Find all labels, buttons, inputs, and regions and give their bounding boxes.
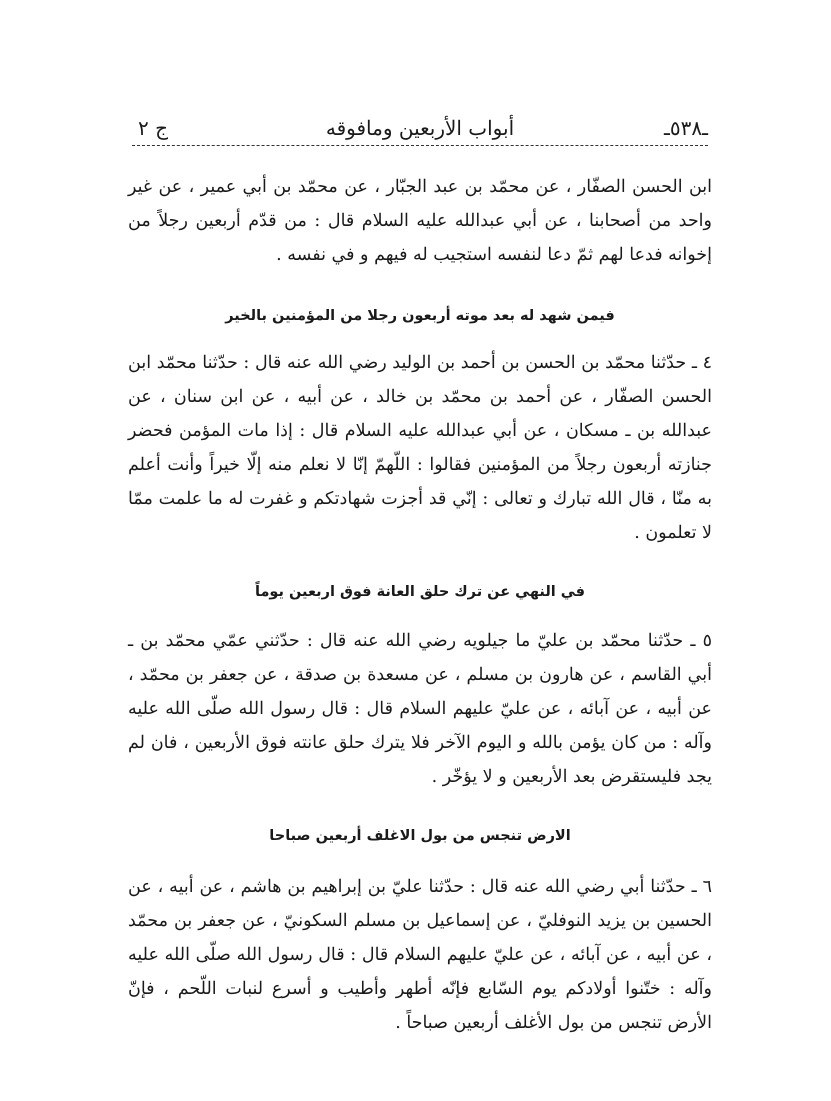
text-line: السّابع فإنّه أطهر وأطيب و أسرع لنبات اللّحم ، فإنّ الأرض تنجس من بول الأغلف — [128, 979, 712, 1033]
text-line: ٥ ـ حدّثنا محمّد بن عليّ ما جيلويه رضي الله عنه قال : حدّثني عمّي محمّد بن ـ — [128, 631, 712, 651]
volume-number: ج ٢ — [138, 116, 169, 140]
text-line: ٤ ـ حدّثنا محمّد بن الحسن بن أحمد بن الوليد رضي الله عنه قال : حدّثنا محمّد — [156, 353, 712, 373]
text-line: دعا لنفسه استجيب له فيهم و في نفسه . — [276, 245, 571, 265]
text-line: آبائه ، عن عليّ عليهم السلام قال : قال رسول الله صلّى الله عليه وآله : من كان يؤمن بالله و اليوم الآخر فلا — [128, 699, 712, 753]
section-heading: في النهي عن ترك حلق العانة فوق اربعين يوماً — [255, 584, 585, 600]
hadith-paragraph — [128, 624, 712, 794]
text-line: عن أبيه ، عن آبائه ، عن عليّ عليهم السلام قال : قال رسول الله صلّى الله عليه وآله : ختّنوا أولادكم يوم — [128, 945, 712, 999]
section-heading: فيمن شهد له بعد موته أربعون رجلا من المؤمنين بالخير — [225, 308, 615, 324]
text-line: ابن الحسن الصفّار ، عن محمّد بن عبد الجبّار ، عن محمّد بن أبي عمير ، عن غير واحد من — [128, 177, 712, 231]
text-line: إنّي قد أجزت شهادتكم و غفرت له ما علمت ممّا لا تعلمون . — [128, 489, 712, 543]
chapter-title: أبواب الأربعين ومافوقه — [325, 116, 515, 140]
text-line: مسكان ، عن أبي عبدالله عليه السلام قال : إذا مات المؤمن فحضر جنازته أربعون رجلاً من — [128, 421, 712, 475]
text-line: ابن الحسن الصفّار ، عن أحمد بن محمّد بن خالد ، عن أبيه ، عن ابن سنان ، عن عبدالله بن ـ — [128, 353, 712, 441]
text-line: ٦ ـ حدّثنا أبي رضي الله عنه قال : حدّثنا عليّ بن إبراهيم بن هاشم ، عن أبيه ، — [157, 877, 712, 897]
header-divider — [132, 145, 708, 146]
text-line: عن الحسين بن يزيد النوفليّ ، عن إسماعيل بن مسلم السكونيّ ، عن جعفر بن محمّد ، — [128, 877, 712, 965]
intro-paragraph — [128, 170, 712, 272]
text-line: أربعين صباحاً . — [395, 1013, 499, 1033]
text-line: أصحابنا ، عن أبي عبدالله عليه السلام قال : من قدّم أربعين رجلاً من إخوانه فدعا لهم ثمّ — [128, 211, 712, 265]
page-header — [132, 112, 708, 146]
hadith-paragraph — [128, 870, 712, 1040]
page-number: ـ٥٣٨ـ — [664, 116, 708, 140]
hadith-paragraph — [128, 346, 712, 550]
text-line: المؤمنين فقالوا : اللّهمّ إنّا لا نعلم منه إلّا خيراً وأنت أعلم به منّا ، قال الله تبارك و تعالى : — [128, 455, 712, 509]
section-heading: الارض تنجس من بول الاغلف أربعين صباحا — [269, 828, 571, 844]
page-body — [128, 170, 712, 1040]
text-line: أبي القاسم ، عن هارون بن مسلم ، عن مسعدة بن صدقة ، عن جعفر بن محمّد ، عن أبيه ، عن — [128, 665, 712, 719]
text-line: يترك حلق عانته فوق الأربعين ، فان لم يجد فليستقرض بعد الأربعين و لا يؤخّر . — [128, 733, 712, 787]
